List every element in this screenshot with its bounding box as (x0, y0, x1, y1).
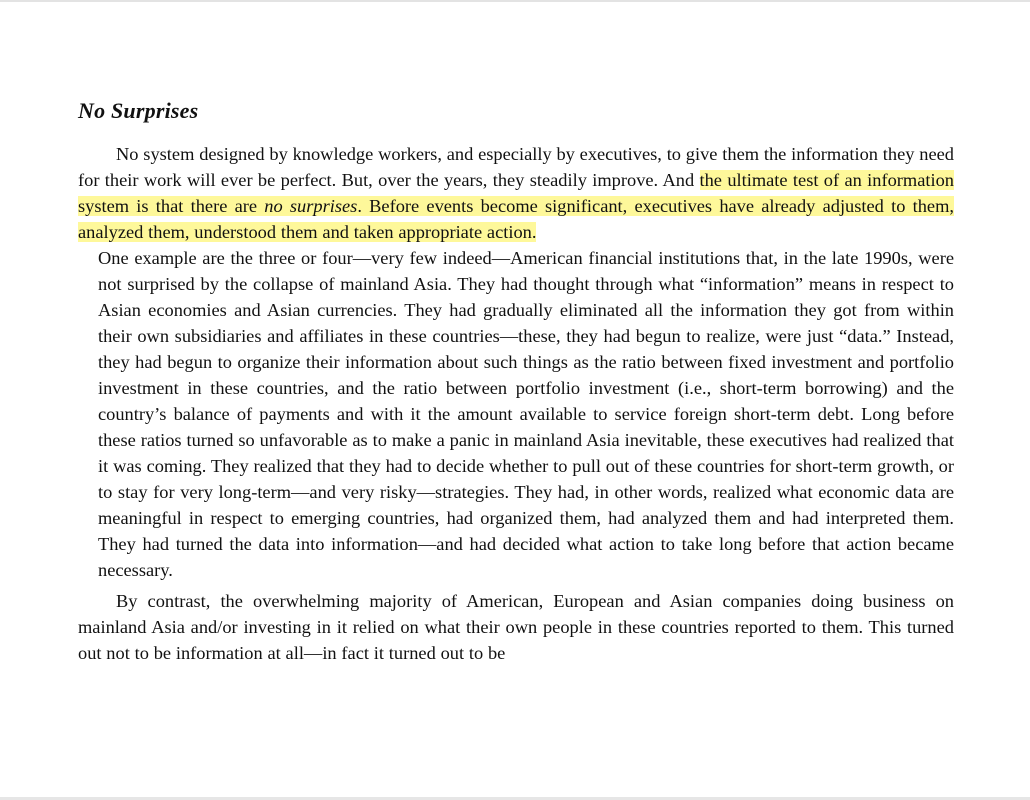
highlight-emphasis: no surprises (264, 196, 358, 216)
paragraph-1 (78, 141, 954, 245)
paragraph-2: One example are the three or four—very few indeed—American financial institutions that, in the late 1990s, were not surprised by the collapse of mainland Asia. They had thought through what “information” means in respect to Asian economies and Asian currencies. They had gradually eliminated all the information they got from within their own subsidiaries and affiliates in these countries—these, they had begun to realize, were just “data.” Instead, they had begun to organize their information about such things as the ratio between fixed investment and portfolio investment in these countries, and the ratio between portfolio investment (i.e., short-term borrowing) and the country’s balance of payments and with it the amount available to service foreign short-term debt. Long before these ratios turned so unfavorable as to make a panic in mainland Asia inevitable, these executives had realized that it was coming. They realized that they had to decide whether to pull out of these countries for short-term growth, or to stay for very long-term—and very risky—strategies. They had, in other words, realized what economic data are meaningful in respect to emerging countries, had organized them, had analyzed them and had interpreted them. They had turned the data into information—and had decided what action to take long before that action became necessary. (98, 248, 954, 580)
section-heading: No Surprises (78, 98, 199, 123)
highlight-text-b: . Before events become significant, executives have already adjusted to them, analyzed them, understood them and taken appropriate action. (78, 196, 955, 242)
window-top-edge (0, 0, 1030, 2)
highlight-text-a: the ultimate test of an information system is that there are (78, 170, 954, 216)
paragraph-1-lead: No system designed by knowledge workers, and especially by executives, to give them the information they need for their work will ever be perfect. But, over the years, they steadily improve. And (78, 144, 954, 190)
document-page (78, 96, 954, 666)
paragraph-3: By contrast, the overwhelming majority of American, European and Asian companies doing business on mainland Asia and/or investing in it relied on what their own people in these countries reported to them. This turned out not to be information at all—in fact it turned out to be (78, 591, 954, 663)
